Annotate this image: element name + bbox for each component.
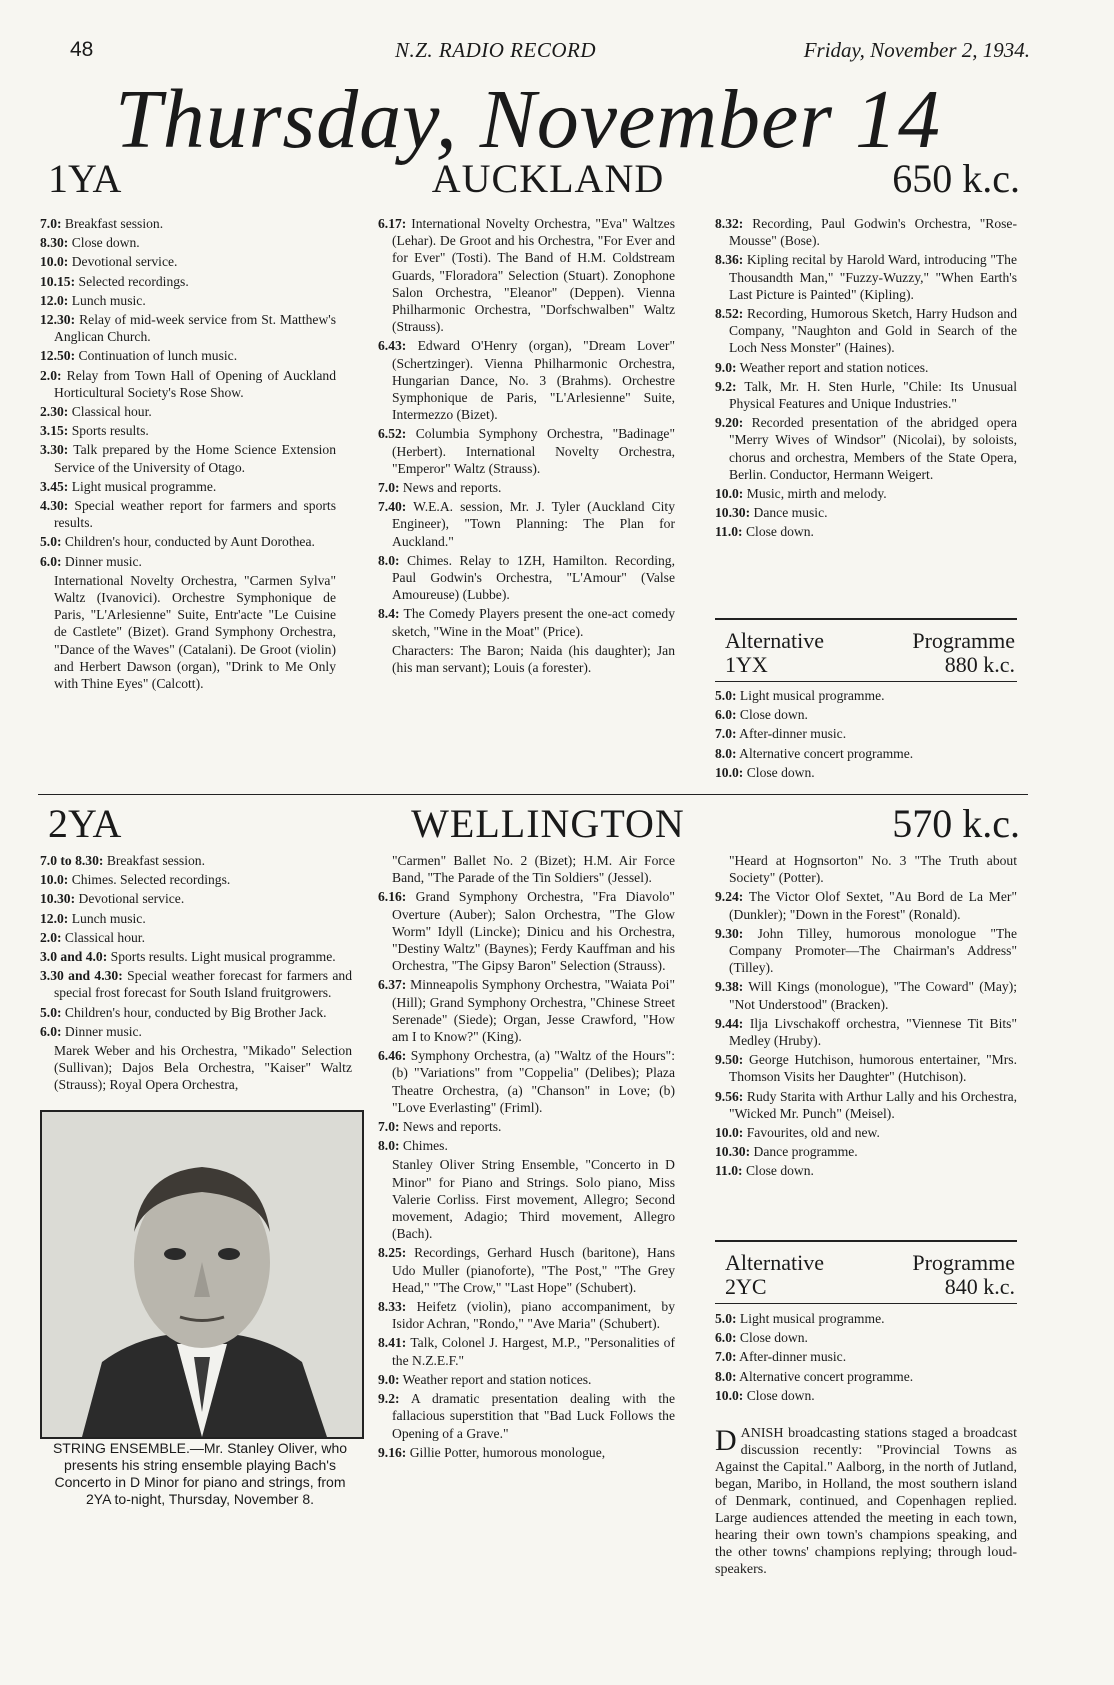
programme-entry	[378, 479, 675, 496]
entry-text: Music, mirth and melody.	[743, 486, 887, 502]
entry-time: 6.43:	[378, 338, 407, 354]
programme-entry	[715, 1368, 1017, 1385]
entry-text: Recording, Paul Godwin's Orchestra, "Rose-Mousse" (Bose).	[729, 216, 1017, 249]
entry-text: Close down.	[742, 524, 814, 540]
entry-time: 9.38:	[715, 979, 744, 995]
programme-entry	[715, 1348, 1017, 1365]
entry-text: Rudy Starita with Arthur Lally and his Orchestra, "Wicked Mr. Punch" (Meisel).	[729, 1088, 1017, 1121]
programme-entry	[378, 888, 675, 974]
programme-column-1ya-3	[715, 215, 1017, 543]
entry-time: 9.20:	[715, 415, 744, 431]
alt-station-call: 1YX	[725, 652, 768, 677]
programme-entry	[40, 273, 336, 290]
entry-time: 9.50:	[715, 1052, 744, 1068]
entry-text: Kipling recital by Harold Ward, introducing "The Thousandth Man," "Fuzzy-Wuzzy," "When Earth's Last Picture is Painted" (Kipling).	[729, 252, 1017, 302]
entry-text: Sports results.	[68, 423, 149, 439]
programme-entry	[40, 1042, 352, 1094]
divider	[715, 1240, 1017, 1242]
entry-text: Chimes. Selected recordings.	[68, 872, 231, 888]
programme-entry	[378, 976, 675, 1045]
alt-frequency: 840 k.c.	[944, 1274, 1015, 1299]
entry-text: Stanley Oliver String Ensemble, "Concerto in D Minor" for Piano and Strings. Solo piano, Miss Valerie Corliss. First movement, Allegro; Second movement, Adagio; Third movement, Allegro (Bach).	[392, 1157, 675, 1242]
entry-text: Chimes. Relay to 1ZH, Hamilton. Recording, Paul Godwin's Orchestra, "L'Amour" (Valse Amoureuse) (Lubbe).	[392, 552, 675, 603]
entry-text: Marek Weber and his Orchestra, "Mikado" Selection (Sullivan); Dajos Bela Orchestra, "Kaiser" Waltz (Strauss); Royal Opera Orchestra,	[54, 1043, 352, 1093]
programme-column-2ya-3	[715, 852, 1017, 1182]
divider	[715, 681, 1017, 682]
entry-time: 9.16:	[378, 1444, 407, 1460]
entry-time: 12.0:	[40, 910, 69, 926]
programme-entry	[715, 1310, 1017, 1327]
programme-entry	[40, 871, 352, 888]
entry-time: 11.0:	[715, 524, 743, 540]
entry-text: Characters: The Baron; Naida (his daughter); Jan (his man servant); Louis (a forester).	[392, 642, 675, 676]
programme-column-2ya-2	[378, 852, 675, 1463]
entry-time: 12.0:	[40, 292, 69, 308]
entry-text: News and reports.	[399, 480, 502, 496]
programme-entry	[715, 764, 1017, 781]
entry-time: 10.0:	[715, 764, 744, 780]
entry-time: 9.0:	[378, 1371, 400, 1387]
entry-text: News and reports.	[399, 1119, 502, 1135]
station-call: 2YA	[48, 801, 122, 846]
entry-text: The Victor Olof Sextet, "Au Bord de La Mer" (Dunkler); "Down in the Forest" (Ronald).	[729, 889, 1017, 922]
programme-entry	[378, 852, 675, 886]
entry-text: Devotional service.	[75, 891, 185, 907]
programme-entry	[40, 1004, 352, 1021]
entry-text: Heifetz (violin), piano accompaniment, by Isidor Achran, "Rondo," "Ave Maria" (Schubert).	[392, 1299, 675, 1332]
programme-entry	[40, 533, 336, 550]
entry-text: Light musical programme.	[736, 1311, 885, 1326]
entry-time: 10.30:	[40, 891, 76, 907]
entry-text: Favourites, old and new.	[743, 1125, 880, 1141]
entry-time: 11.0:	[715, 1163, 743, 1179]
programme-entry	[715, 978, 1017, 1012]
programme-entry	[40, 292, 336, 309]
programme-entry	[378, 1047, 675, 1116]
entry-text: Talk, Colonel J. Hargest, M.P., "Personalities of the N.Z.E.F."	[392, 1335, 675, 1368]
programme-entry	[715, 852, 1017, 886]
entry-text: Alternative concert programme.	[736, 1368, 914, 1384]
entry-time: 9.2:	[715, 378, 737, 394]
programme-entry	[715, 1124, 1017, 1141]
entry-text: Recorded presentation of the abridged opera "Merry Wives of Windsor" (Nicolai), by soloists, chorus and orchestra, Members of the State Opera, Berlin. Conductor, Hermann Weigert.	[729, 415, 1017, 482]
programme-entry	[715, 1143, 1017, 1160]
alternative-programme-2yc	[725, 1250, 1015, 1302]
programme-entry	[378, 1298, 675, 1332]
entry-time: 9.30:	[715, 925, 744, 941]
note-text: ANISH broadcasting stations staged a broadcast discussion recently: "Provincial Towns as Against the Capital." Aalborg, in the north of Jutland, began, Maribo, in Holland, the most southern island of Denmark, continued, and Copenhagen replied. Large audiences attended the meeting in each town, hearing their own town's champions speaking, and the other towns' champions replying; through loud-speakers.	[715, 1426, 1017, 1577]
station-city: AUCKLAND	[431, 156, 665, 201]
entry-text: Columbia Symphony Orchestra, "Badinage" (Herbert). International Novelty Orchestra, "Emperor" Waltz (Strauss).	[392, 426, 675, 476]
entry-time: 3.0 and 4.0:	[40, 949, 108, 965]
entry-time: 2.0:	[40, 367, 62, 383]
programme-entry	[715, 1162, 1017, 1179]
entry-time: 8.0:	[715, 1368, 737, 1384]
entry-text: The Comedy Players present the one-act comedy sketch, "Wine in the Moat" (Price).	[392, 606, 675, 639]
entry-text: Close down.	[743, 1387, 815, 1403]
danish-broadcast-note	[715, 1425, 1017, 1580]
entry-text: Lunch music.	[68, 910, 146, 926]
entry-time: 8.33:	[378, 1299, 407, 1315]
entry-text: After-dinner music.	[736, 1349, 847, 1365]
entry-time: 8.32:	[715, 216, 744, 231]
entry-time: 9.44:	[715, 1015, 744, 1031]
programme-entry	[378, 1118, 675, 1135]
station-city: WELLINGTON	[411, 801, 685, 846]
entry-time: 8.30:	[40, 235, 69, 251]
entry-text: George Hutchison, humorous entertainer, "Mrs. Thomson Visits her Daughter" (Hutchison).	[729, 1052, 1017, 1085]
entry-text: Dinner music.	[61, 553, 142, 569]
entry-text: Classical hour.	[61, 929, 145, 945]
entry-time: 7.0 to 8.30:	[40, 853, 104, 868]
programme-entry	[715, 305, 1017, 357]
programme-entry	[40, 948, 352, 965]
entry-text: Close down.	[742, 1163, 814, 1179]
entry-text: Children's hour, conducted by Big Brother Jack.	[61, 1004, 327, 1020]
entry-time: 9.2:	[378, 1391, 400, 1407]
programme-entry	[715, 925, 1017, 977]
entry-text: Breakfast session.	[61, 216, 164, 231]
programme-entry	[378, 1244, 675, 1296]
page-number: 48	[70, 38, 94, 61]
programme-entry	[715, 215, 1017, 249]
programme-entry	[40, 910, 352, 927]
entry-time: 8.52:	[715, 306, 744, 322]
entry-text: International Novelty Orchestra, "Eva" Waltzes (Lehar). De Groot and his Orchestra, "For Ever and for Ever" (Tosti). The Band of H.M. Coldstream Guards, "Floradora" Selection (Stuart). Zonophone Salon Orchestra, "Eleanor" (Deppen). Vienna Philharmonic Orchestra, "Dorfschwalben" Waltz (Strauss).	[392, 216, 675, 335]
entry-time: 3.45:	[40, 478, 69, 494]
entry-text: Gillie Potter, humorous monologue,	[406, 1444, 606, 1460]
programme-entry	[40, 572, 336, 692]
entry-time: 3.30 and 4.30:	[40, 968, 123, 984]
entry-text: Dinner music.	[61, 1023, 142, 1039]
programme-entry	[378, 642, 675, 676]
entry-text: Close down.	[68, 235, 140, 251]
programme-entry	[378, 215, 675, 335]
entry-time: 6.16:	[378, 889, 407, 905]
entry-time: 8.36:	[715, 252, 744, 268]
entry-time: 6.52:	[378, 426, 407, 442]
entry-time: 8.25:	[378, 1245, 407, 1261]
entry-time: 10.0:	[715, 1125, 744, 1141]
programme-entry	[378, 425, 675, 477]
entry-text: Classical hour.	[68, 404, 152, 420]
entry-time: 5.0:	[715, 1311, 737, 1326]
programme-entry	[40, 553, 336, 570]
entry-time: 8.0:	[715, 745, 737, 761]
entry-text: Ilja Livschakoff orchestra, "Viennese Tit Bits" Medley (Hruby).	[729, 1015, 1017, 1049]
alt-label: Alternative	[725, 1250, 824, 1275]
programme-column-2ya-1	[40, 852, 352, 1096]
entry-time: 10.15:	[40, 273, 76, 289]
note-paragraph	[715, 1425, 1017, 1578]
entry-time: 12.50:	[40, 348, 76, 364]
entry-text: Special weather report for farmers and sports results.	[54, 498, 336, 531]
entry-time: 9.0:	[715, 359, 737, 375]
entry-text: Continuation of lunch music.	[75, 348, 238, 364]
entry-text: Sports results. Light musical programme.	[107, 949, 336, 965]
entry-time: 7.40:	[378, 499, 407, 515]
programme-entry	[715, 378, 1017, 412]
alt-label: Alternative	[725, 628, 824, 653]
entry-time: 6.0:	[715, 707, 737, 723]
entry-text: Selected recordings.	[75, 273, 189, 289]
entry-text: Grand Symphony Orchestra, "Fra Diavolo" Overture (Auber); Salon Orchestra, "The Glow Worm" Idyll (Lincke); Dinicu and his Orchestra, "Destiny Waltz" (Baynes); Ferdy Kauffman and his Orchestra, "The Gipsy Baron" Selection (Strauss).	[392, 889, 675, 974]
entry-text: A dramatic presentation dealing with the fallacious superstition that "Bad Luck Follows the Opening of a Grave."	[392, 1391, 675, 1441]
alternative-list-2yc	[715, 1310, 1017, 1406]
entry-time: 5.0:	[715, 688, 737, 703]
entry-time: 3.15:	[40, 423, 69, 439]
entry-text: Minneapolis Symphony Orchestra, "Waiata Poi" (Hill); Grand Symphony Orchestra, "Chinese Street Serenade" (Siede); Organ, Jesse Crawford, "How am I to Know?" (King).	[392, 977, 675, 1045]
entry-time: 12.30:	[40, 312, 76, 328]
programme-entry	[378, 1390, 675, 1442]
entry-text: Dance music.	[750, 505, 828, 521]
divider	[715, 618, 1017, 620]
entry-time: 10.0:	[715, 1387, 744, 1403]
entry-text: Lunch music.	[68, 292, 146, 308]
programme-entry	[715, 687, 1017, 704]
entry-time: 9.24:	[715, 889, 744, 905]
programme-entry	[715, 359, 1017, 376]
entry-time: 8.0:	[378, 552, 400, 568]
alt-label-programme: Programme	[912, 628, 1015, 653]
alt-label-programme: Programme	[912, 1250, 1015, 1275]
programme-entry	[378, 1444, 675, 1461]
programme-entry	[715, 1387, 1017, 1404]
entry-time: 3.30:	[40, 442, 69, 458]
entry-time: 7.0:	[378, 1119, 400, 1135]
programme-entry	[40, 234, 336, 251]
programme-entry	[378, 552, 675, 604]
entry-time: 6.0:	[40, 1023, 62, 1039]
entry-text: Talk prepared by the Home Science Extension Service of the University of Otago.	[54, 442, 336, 475]
programme-entry	[715, 523, 1017, 540]
programme-entry	[40, 311, 336, 345]
entry-text: Close down.	[743, 764, 815, 780]
programme-entry	[715, 1088, 1017, 1122]
entry-time: 10.30:	[715, 505, 751, 521]
programme-entry	[40, 215, 336, 232]
entry-text: "Carmen" Ballet No. 2 (Bizet); H.M. Air Force Band, "The Parade of the Tin Soldiers" (Jessel).	[392, 853, 675, 886]
entry-text: Dance programme.	[750, 1144, 858, 1160]
entry-text: Recordings, Gerhard Husch (baritone), Hans Udo Muller (pianoforte), "The Post," "The Grey Head," "The Crow," "Last Hope" (Schubert).	[392, 1245, 675, 1295]
alt-frequency: 880 k.c.	[944, 652, 1015, 677]
programme-entry	[40, 478, 336, 495]
issue-date: Friday, November 2, 1934.	[803, 38, 1030, 62]
entry-time: 8.0:	[378, 1138, 400, 1154]
programme-entry	[378, 337, 675, 423]
alternative-list-1yx	[715, 687, 1017, 783]
entry-text: Chimes.	[399, 1138, 448, 1154]
entry-time: 10.0:	[40, 254, 69, 270]
entry-text: Recording, Humorous Sketch, Harry Hudson and Company, "Naughton and Gold in Search of the Loch Ness Monster" (Haines).	[729, 306, 1017, 356]
entry-text: Alternative concert programme.	[736, 745, 914, 761]
programme-entry	[40, 852, 352, 869]
entry-time: 7.0:	[715, 726, 737, 742]
entry-time: 9.56:	[715, 1088, 744, 1104]
entry-text: Light musical programme.	[736, 688, 885, 703]
alt-station-call: 2YC	[725, 1274, 767, 1299]
entry-text: W.E.A. session, Mr. J. Tyler (Auckland City Engineer), "Town Planning: The Plan for Auckland."	[392, 499, 675, 549]
programme-entry	[40, 1023, 352, 1040]
entry-text: John Tilley, humorous monologue "The Company Promoter—The Chairman's Address" (Tilley).	[729, 925, 1017, 976]
entry-text: Relay from Town Hall of Opening of Auckland Horticultural Society's Rose Show.	[54, 367, 336, 400]
programme-entry	[40, 967, 352, 1001]
entry-time: 5.0:	[40, 1004, 62, 1020]
entry-time: 7.0:	[715, 1349, 737, 1365]
station-heading-2ya	[38, 800, 1028, 846]
portrait-photo	[40, 1110, 364, 1439]
programme-entry	[40, 347, 336, 364]
entry-text: Will Kings (monologue), "The Coward" (May); "Not Understood" (Bracken).	[729, 979, 1017, 1012]
programme-entry	[715, 1015, 1017, 1049]
programme-entry	[715, 1051, 1017, 1085]
programme-entry	[40, 367, 336, 401]
entry-text: Children's hour, conducted by Aunt Dorothea.	[61, 534, 315, 550]
entry-time: 6.46:	[378, 1048, 407, 1064]
programme-entry	[715, 414, 1017, 483]
programme-entry	[715, 745, 1017, 762]
entry-text: After-dinner music.	[736, 726, 847, 742]
entry-time: 10.0:	[715, 486, 744, 502]
programme-column-1ya-2	[378, 215, 675, 678]
programme-entry	[715, 1329, 1017, 1346]
entry-text: Devotional service.	[68, 254, 178, 270]
programme-entry	[715, 706, 1017, 723]
entry-time: 10.0:	[40, 872, 69, 888]
programme-entry	[40, 253, 336, 270]
divider	[715, 1303, 1017, 1304]
entry-time: 2.0:	[40, 929, 62, 945]
entry-time: 4.30:	[40, 498, 69, 514]
entry-text: Weather report and station notices.	[736, 359, 929, 375]
section-divider	[38, 794, 1028, 795]
entry-time: 5.0:	[40, 534, 62, 550]
entry-time: 6.17:	[378, 216, 407, 231]
entry-time: 6.0:	[40, 553, 62, 569]
entry-text: Close down.	[736, 1330, 808, 1346]
programme-entry	[378, 1156, 675, 1242]
entry-text: Relay of mid-week service from St. Matthew's Anglican Church.	[54, 312, 336, 345]
entry-time: 2.30:	[40, 404, 69, 420]
entry-time: 6.37:	[378, 977, 407, 993]
drop-cap: D	[715, 1424, 737, 1457]
entry-text: Close down.	[736, 707, 808, 723]
entry-time: 7.0:	[378, 480, 400, 496]
programme-entry	[715, 251, 1017, 303]
station-heading-1ya	[38, 155, 1028, 201]
programme-entry	[40, 929, 352, 946]
entry-text: Edward O'Henry (organ), "Dream Lover" (Schertzinger). Vienna Philharmonic Orchestra, Hungarian Dance, No. 3 (Brahms). Orchestre Symphonique de Paris, "L'Arlesienne" Suite, Intermezzo (Bizet).	[392, 338, 675, 423]
entry-text: Special weather forecast for farmers and special frost forecast for South Island fruitgrowers.	[54, 968, 352, 1001]
entry-time: 8.41:	[378, 1335, 407, 1351]
entry-time: 10.30:	[715, 1144, 751, 1160]
station-frequency: 650 k.c.	[892, 156, 1020, 201]
entry-text: Breakfast session.	[103, 853, 205, 868]
programme-entry	[40, 441, 336, 475]
publication-name: N.Z. RADIO RECORD	[395, 38, 596, 62]
entry-text: Light musical programme.	[68, 478, 217, 494]
programme-entry	[378, 1137, 675, 1154]
entry-text: Talk, Mr. H. Sten Hurle, "Chile: Its Unusual Physical Features and Unique Industries."	[729, 378, 1017, 412]
entry-text: Symphony Orchestra, (a) "Waltz of the Hours": (b) "Variations" from "Coppelia" (Delibes); Plaza Theatre Orchestra, (a) "Chanson" in Love; (b) "Love Everlasting" (Friml).	[392, 1048, 675, 1115]
programme-column-1ya-1	[40, 215, 336, 694]
portrait-illustration	[42, 1112, 362, 1437]
entry-time: 6.0:	[715, 1330, 737, 1346]
programme-entry	[40, 422, 336, 439]
entry-time: 7.0:	[40, 216, 62, 231]
photo-caption: STRING ENSEMBLE.—Mr. Stanley Oliver, who presents his string ensemble playing Bach's Concerto in D Minor for piano and strings, from 2YA to-night, Thursday, November 8.	[52, 1440, 348, 1507]
programme-entry	[378, 1371, 675, 1388]
entry-time: 8.4:	[378, 606, 400, 622]
entry-text: "Heard at Hognsorton" No. 3 "The Truth about Society" (Potter).	[729, 853, 1017, 886]
programme-entry	[715, 485, 1017, 502]
station-frequency: 570 k.c.	[892, 801, 1020, 846]
programme-entry	[40, 497, 336, 531]
entry-text: Weather report and station notices.	[399, 1371, 592, 1387]
programme-entry	[715, 888, 1017, 922]
page-title: Thursday, November 14	[115, 73, 941, 166]
programme-entry	[715, 504, 1017, 521]
programme-entry	[40, 890, 352, 907]
alternative-programme-1yx	[725, 628, 1015, 680]
entry-text: International Novelty Orchestra, "Carmen Sylva" Waltz (Ivanovici). Orchestre Symphonique de Paris, "L'Arlesienne" Suite, Entr'acte "Le Cuisine de Castlete" (Bizet). Grand Symphony Orchestra, "Dance of the Waves" (Catalani). De Groot (violin) and Herbert Dawson (organ), "Drink to Me Only with Thine Eyes" (Calcott).	[54, 572, 336, 692]
page-header	[70, 38, 1030, 70]
programme-entry	[378, 1334, 675, 1368]
programme-entry	[378, 498, 675, 550]
programme-entry	[40, 403, 336, 420]
station-call: 1YA	[48, 156, 122, 201]
programme-entry	[715, 725, 1017, 742]
programme-entry	[378, 605, 675, 639]
